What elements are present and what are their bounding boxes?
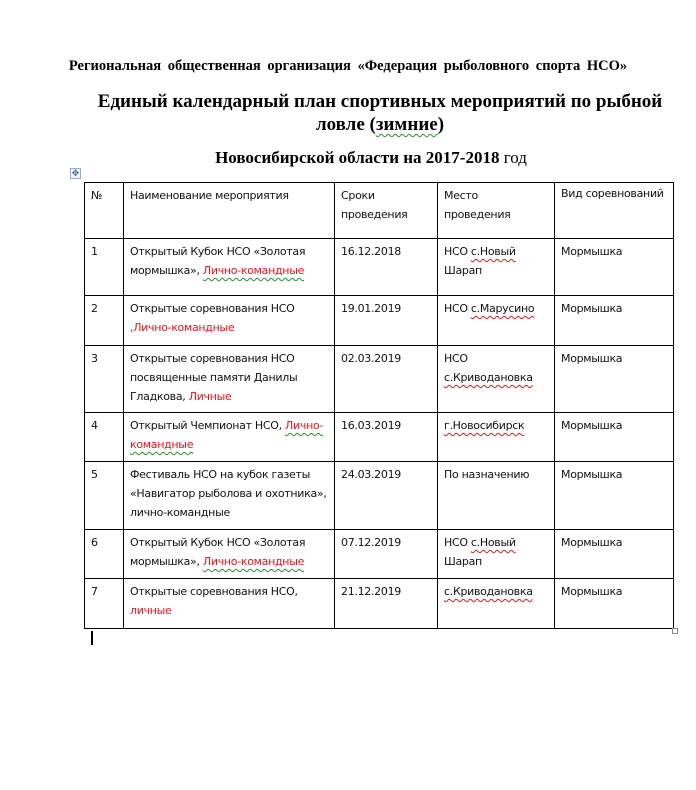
place-prefix: НСО [444, 302, 471, 315]
table-resize-handle[interactable] [672, 628, 678, 634]
cell-event-name[interactable] [124, 413, 335, 462]
place-suffix: Шарап [444, 264, 482, 277]
header-dates[interactable] [335, 183, 438, 239]
cell-date[interactable] [335, 346, 438, 413]
competition-type: Мормышка [561, 468, 623, 481]
table-row [85, 413, 674, 462]
cell-num[interactable] [85, 579, 124, 629]
cell-type[interactable] [555, 462, 674, 530]
table-row [85, 530, 674, 579]
title-word-winter: зимние [375, 114, 438, 135]
cell-event-name[interactable] [124, 462, 335, 530]
competition-type: Мормышка [561, 352, 623, 365]
table-row [85, 462, 674, 530]
cell-place[interactable] [438, 239, 555, 296]
header-place[interactable] [438, 183, 555, 239]
table-row [85, 239, 674, 296]
event-date: 07.12.2019 [341, 536, 401, 549]
event-name-text: Открытый Кубок НСО «Золотая мормышка», [130, 245, 306, 277]
cell-event-name[interactable] [124, 579, 335, 629]
subtitle-text: Новосибирской области на 2017-2018 [215, 148, 504, 167]
cell-date[interactable] [335, 530, 438, 579]
event-name-text: Фестиваль НСО на кубок газеты «Навигатор рыболова и охотника», лично-командные [130, 468, 327, 519]
event-format-text: личные [130, 604, 172, 617]
cell-place[interactable] [438, 413, 555, 462]
competition-type: Мормышка [561, 419, 623, 432]
table-row [85, 296, 674, 346]
event-format-text: Лично-командные [202, 555, 305, 568]
table-row [85, 346, 674, 413]
cell-type[interactable] [555, 346, 674, 413]
row-number: 2 [91, 302, 98, 315]
header-place-line1: Место [444, 189, 478, 202]
event-format-text: Лично-командные [130, 419, 324, 451]
cell-event-name[interactable] [124, 530, 335, 579]
cell-place[interactable] [438, 462, 555, 530]
place-prefix: НСО [444, 536, 471, 549]
cell-type[interactable] [555, 296, 674, 346]
cell-type[interactable] [555, 239, 674, 296]
cell-date[interactable] [335, 296, 438, 346]
header-place-line2: проведения [444, 208, 511, 221]
cell-type[interactable] [555, 413, 674, 462]
place-name: г.Новосибирск [444, 419, 525, 432]
place-name: с.Криводановка [444, 585, 533, 598]
cell-num[interactable] [85, 239, 124, 296]
event-name-text: Открытые соревнования НСО посвященные памяти Данилы Гладкова, [130, 352, 298, 403]
cell-event-name[interactable] [124, 296, 335, 346]
cell-place[interactable] [438, 346, 555, 413]
table-move-handle-icon[interactable]: ✥ [71, 168, 80, 178]
event-name-text: Открытые соревнования НСО [130, 302, 295, 315]
events-table [84, 182, 674, 629]
table-header-row [85, 183, 674, 239]
title-text: Единый календарный план спортивных мероприятий по рыбной ловле ( [97, 91, 663, 135]
place-name: с.Криводановка [444, 371, 533, 384]
place-prefix: НСО [444, 352, 468, 365]
cell-date[interactable] [335, 462, 438, 530]
row-number: 3 [91, 352, 98, 365]
cell-date[interactable] [335, 579, 438, 629]
cell-event-name[interactable] [124, 346, 335, 413]
cell-type[interactable] [555, 579, 674, 629]
event-format-text: Личные [188, 390, 232, 403]
event-date: 02.03.2019 [341, 352, 401, 365]
event-name-text: Открытые соревнования НСО, [130, 585, 298, 598]
cell-num[interactable] [85, 346, 124, 413]
document-title [80, 90, 680, 136]
event-date: 21.12.2019 [341, 585, 401, 598]
cell-num[interactable] [85, 530, 124, 579]
header-dates-line1: Сроки [341, 189, 375, 202]
header-dates-line2: проведения [341, 208, 408, 221]
row-number: 7 [91, 585, 98, 598]
cell-num[interactable] [85, 296, 124, 346]
organization-name: Региональная общественная организация «Федерация рыболовного спорта НСО» [68, 58, 628, 74]
title-close-paren: ) [437, 114, 445, 135]
row-number: 4 [91, 419, 98, 432]
event-format-text: Лично-командные [202, 264, 305, 277]
header-num[interactable]: № [85, 183, 124, 239]
competition-type: Мормышка [561, 585, 623, 598]
event-date: 16.12.2018 [341, 245, 401, 258]
cell-place[interactable] [438, 579, 555, 629]
header-type[interactable]: Вид соревнований [555, 183, 674, 239]
table-row [85, 579, 674, 629]
row-number: 1 [91, 245, 98, 258]
place-name: с.Новый [470, 536, 516, 549]
place-prefix: По назначению [444, 468, 530, 481]
cell-num[interactable] [85, 462, 124, 530]
competition-type: Мормышка [561, 245, 623, 258]
cell-event-name[interactable] [124, 239, 335, 296]
place-name: с.Новый [470, 245, 516, 258]
document-subtitle [0, 148, 696, 168]
cell-date[interactable] [335, 413, 438, 462]
row-number: 6 [91, 536, 98, 549]
cell-place[interactable] [438, 296, 555, 346]
event-format-text: ,Лично-командные [130, 321, 235, 334]
cell-date[interactable] [335, 239, 438, 296]
event-date: 19.01.2019 [341, 302, 401, 315]
event-date: 16.03.2019 [341, 419, 401, 432]
subtitle-year-word: год [503, 148, 527, 167]
place-suffix: Шарап [444, 555, 482, 568]
cell-type[interactable] [555, 530, 674, 579]
cell-place[interactable] [438, 530, 555, 579]
competition-type: Мормышка [561, 302, 623, 315]
event-name-text: Открытый Чемпионат НСО, [130, 419, 286, 432]
event-date: 24.03.2019 [341, 468, 401, 481]
header-name[interactable]: Наименование мероприятия [124, 183, 335, 239]
row-number: 5 [91, 468, 98, 481]
place-prefix: НСО [444, 245, 471, 258]
competition-type: Мормышка [561, 536, 623, 549]
cell-num[interactable] [85, 413, 124, 462]
event-name-text: Открытый Кубок НСО «Золотая мормышка», [130, 536, 306, 568]
text-cursor [91, 631, 93, 645]
place-name: с.Марусино [470, 302, 535, 315]
